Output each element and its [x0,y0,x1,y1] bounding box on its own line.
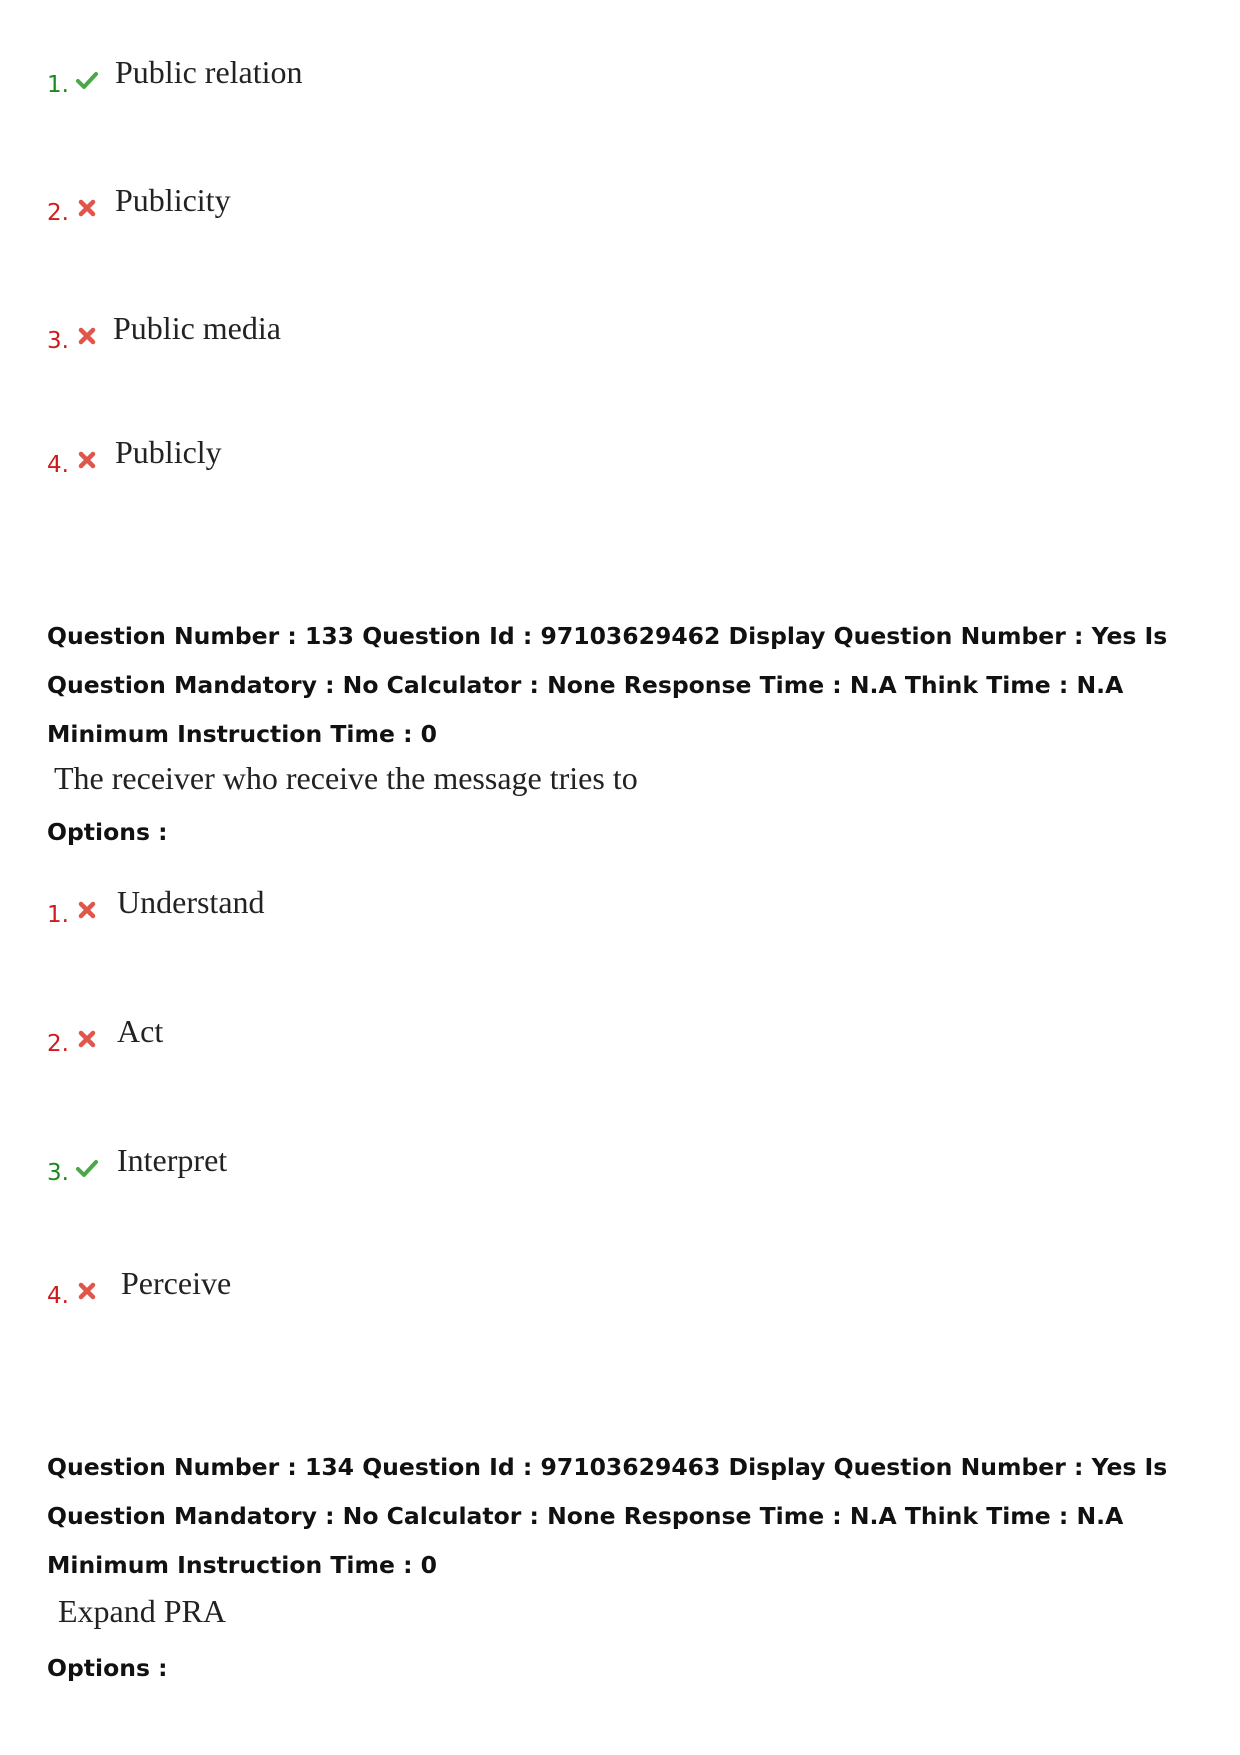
cross-icon [75,324,99,348]
cross-icon [75,898,99,922]
option-number: 4. [47,452,69,478]
option-text: Perceive [121,1265,232,1301]
option-number: 3. [47,1160,69,1186]
prev-option-1 [47,54,647,114]
cross-icon [75,1279,99,1303]
option-number: 2. [47,1031,69,1057]
cross-icon [75,1027,99,1051]
option-text: Publicity [115,182,231,218]
option-text: Public relation [115,54,303,90]
option-text: Understand [117,884,265,920]
check-icon [75,68,99,92]
cross-icon [75,196,99,220]
options-label: Options : [47,818,168,846]
prev-option-2 [47,182,647,242]
option-number: 2. [47,200,69,226]
option-text: Interpret [117,1142,228,1178]
option-number: 3. [47,328,69,354]
option-text: Public media [113,310,281,346]
question-133-text: The receiver who receive the message tries to [54,760,638,796]
question-134-meta: Question Number : 134 Question Id : 97103629463 Display Question Number : Yes Is Question Mandatory : No Calculator : None Response Time : N.A Think Time : N.A Minimum Instruction Time : 0 [47,1453,1168,1579]
prev-option-4 [47,434,647,494]
option-number: 1. [47,72,69,98]
cross-icon [75,448,99,472]
option-number: 4. [47,1283,69,1309]
question-133-meta: Question Number : 133 Question Id : 97103629462 Display Question Number : Yes Is Question Mandatory : No Calculator : None Response Time : N.A Think Time : N.A Minimum Instruction Time : 0 [47,622,1168,748]
q133-option-2 [47,1013,647,1073]
q133-option-1 [47,884,647,944]
option-number: 1. [47,902,69,928]
option-text: Act [117,1013,164,1049]
q133-option-4 [47,1265,647,1325]
prev-option-3 [47,310,647,370]
check-icon [75,1156,99,1180]
q133-option-3 [47,1142,647,1202]
question-134-text: Expand PRA [58,1593,226,1629]
option-text: Publicly [115,434,222,470]
options-label: Options : [47,1654,168,1682]
